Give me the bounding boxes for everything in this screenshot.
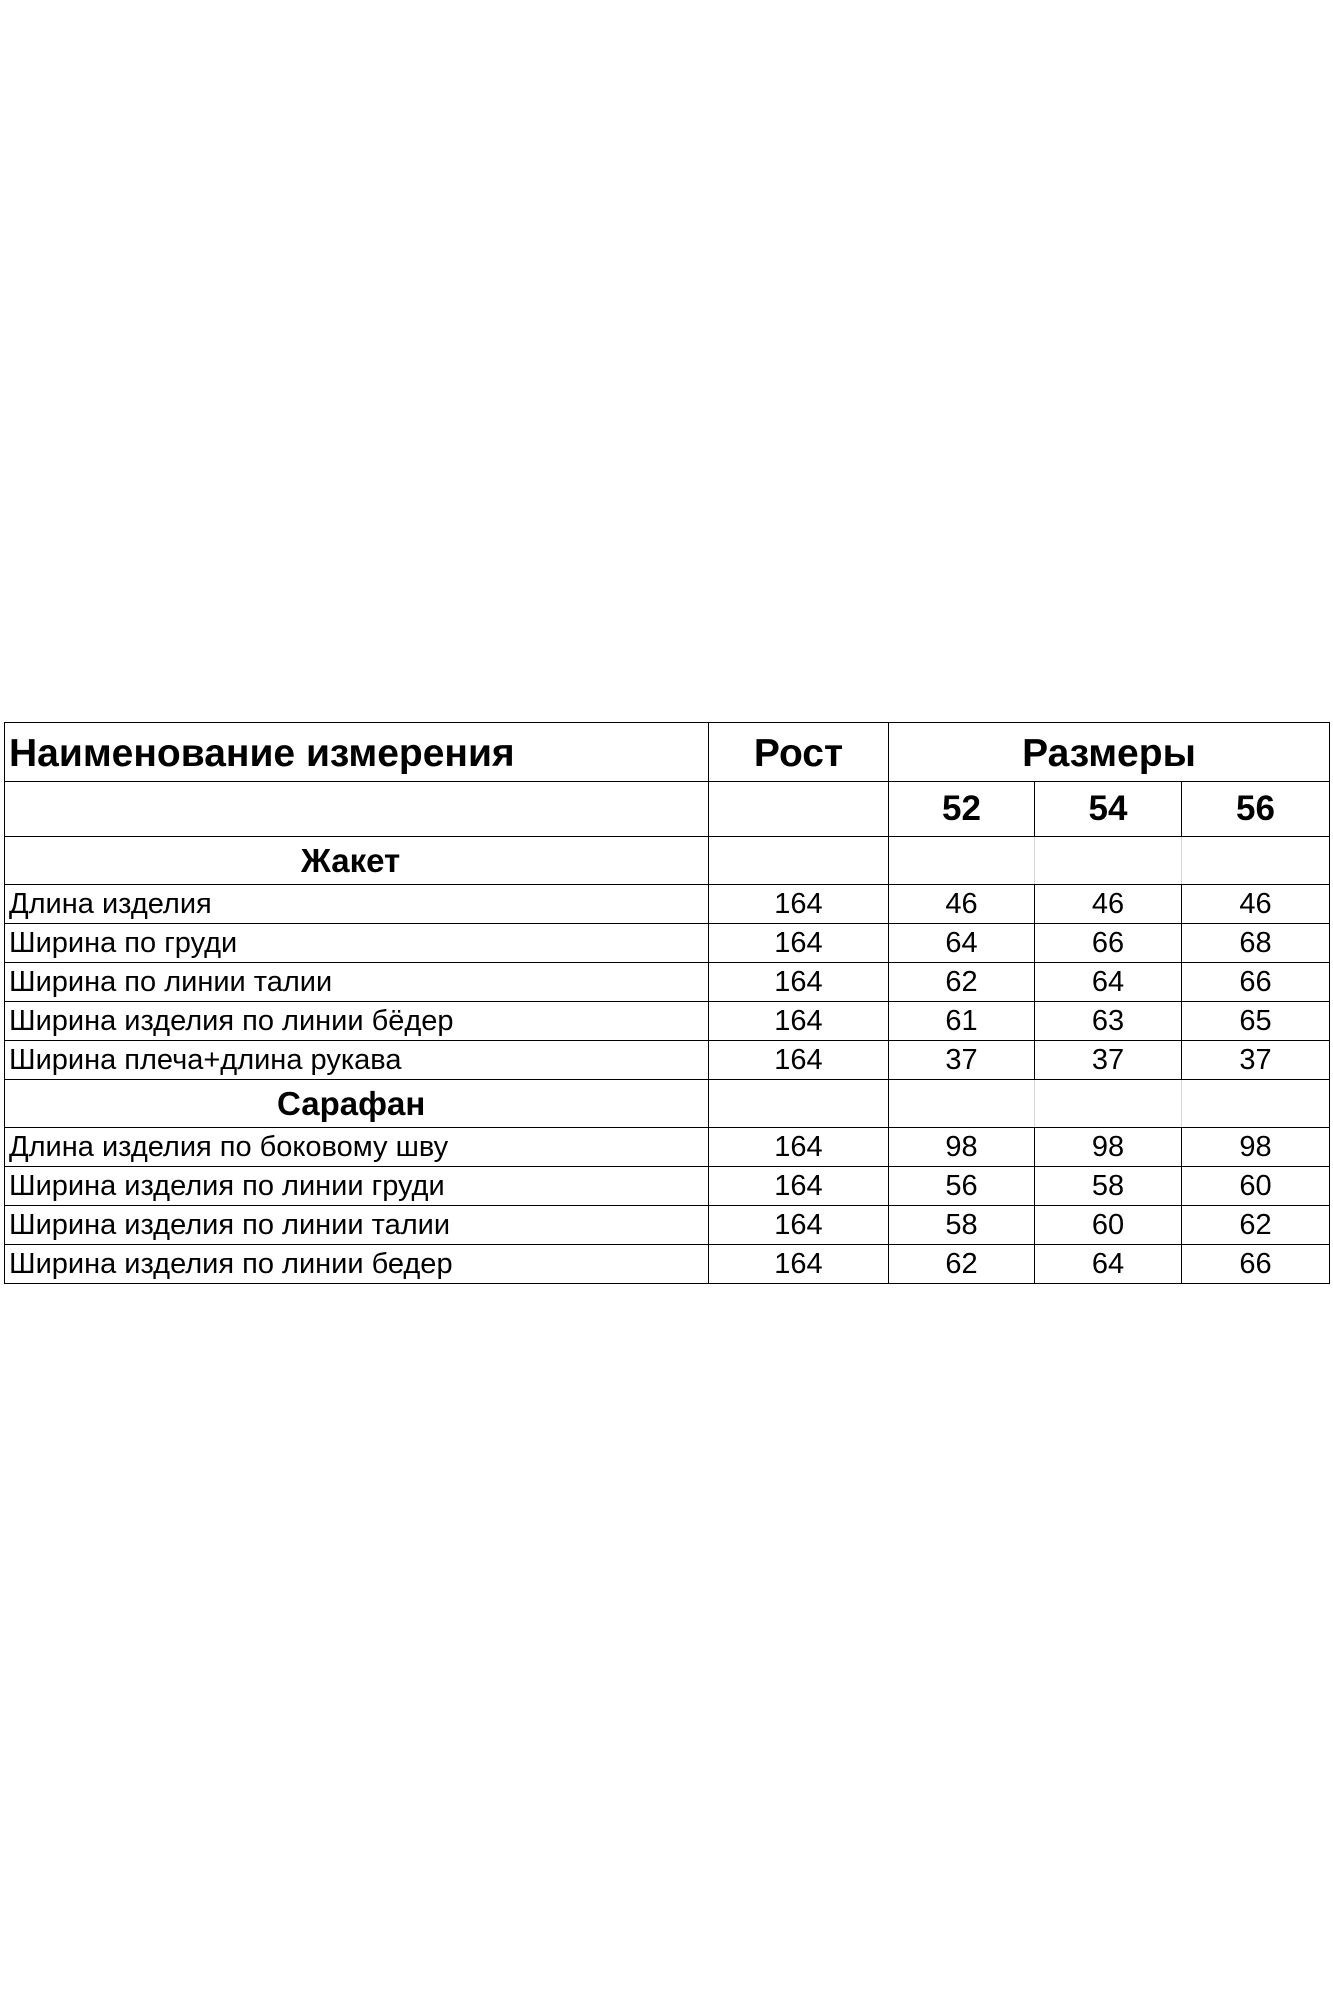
- table-row: [5, 924, 1330, 963]
- size-56-value: 46: [1182, 885, 1330, 924]
- section-empty-cell: [709, 1080, 889, 1128]
- size-56-value: 66: [1182, 1245, 1330, 1284]
- size-54-value: 60: [1035, 1206, 1182, 1245]
- size-54-value: 64: [1035, 1245, 1182, 1284]
- header-row: [5, 723, 1330, 782]
- size-56-value: 60: [1182, 1167, 1330, 1206]
- size-54-value: 58: [1035, 1167, 1182, 1206]
- sizes-header: Размеры: [889, 723, 1330, 782]
- height-value: 164: [709, 924, 889, 963]
- size-chart-table: [4, 722, 1330, 1284]
- measurement-name: Ширина плеча+длина рукава: [5, 1041, 709, 1080]
- height-value: 164: [709, 885, 889, 924]
- table-row: [5, 1128, 1330, 1167]
- height-value: 164: [709, 963, 889, 1002]
- section-title: Сарафан: [277, 1084, 426, 1122]
- size-52-value: 56: [889, 1167, 1035, 1206]
- section-empty-cell: [709, 837, 889, 885]
- size-52-value: 62: [889, 1245, 1035, 1284]
- section-empty-cell: [1182, 837, 1330, 885]
- height-value: 164: [709, 1128, 889, 1167]
- size-54-header: 54: [1035, 782, 1182, 837]
- size-52-value: 61: [889, 1002, 1035, 1041]
- table-row: [5, 1245, 1330, 1284]
- section-title-cell: [5, 837, 709, 885]
- measurement-name: Ширина изделия по линии бёдер: [5, 1002, 709, 1041]
- size-52-value: 46: [889, 885, 1035, 924]
- size-numbers-row: [5, 782, 1330, 837]
- size-52-value: 98: [889, 1128, 1035, 1167]
- section-title-cell: [5, 1080, 709, 1128]
- size-56-value: 62: [1182, 1206, 1330, 1245]
- size-54-value: 46: [1035, 885, 1182, 924]
- measurement-name: Ширина по линии талии: [5, 963, 709, 1002]
- section-row: [5, 1080, 1330, 1128]
- table-row: [5, 1002, 1330, 1041]
- table-row: [5, 1206, 1330, 1245]
- size-52-header: 52: [889, 782, 1035, 837]
- table-row: [5, 1041, 1330, 1080]
- section-empty-cell: [1182, 1080, 1330, 1128]
- section-title: Жакет: [301, 841, 401, 879]
- section-row: [5, 837, 1330, 885]
- section-empty-cell: [1035, 1080, 1182, 1128]
- size-56-value: 98: [1182, 1128, 1330, 1167]
- height-value: 164: [709, 1041, 889, 1080]
- height-header-spacer: [709, 782, 889, 837]
- measurement-name: Ширина изделия по линии груди: [5, 1167, 709, 1206]
- size-56-header: 56: [1182, 782, 1330, 837]
- size-56-value: 37: [1182, 1041, 1330, 1080]
- size-54-value: 66: [1035, 924, 1182, 963]
- table-row: [5, 1167, 1330, 1206]
- measurement-name: Ширина изделия по линии бедер: [5, 1245, 709, 1284]
- size-56-value: 65: [1182, 1002, 1330, 1041]
- size-56-value: 68: [1182, 924, 1330, 963]
- height-value: 164: [709, 1167, 889, 1206]
- size-54-value: 98: [1035, 1128, 1182, 1167]
- section-empty-cell: [1035, 837, 1182, 885]
- height-value: 164: [709, 1002, 889, 1041]
- size-56-value: 66: [1182, 963, 1330, 1002]
- size-52-value: 58: [889, 1206, 1035, 1245]
- height-value: 164: [709, 1245, 889, 1284]
- measurement-name: Длина изделия: [5, 885, 709, 924]
- measurement-name: Ширина по груди: [5, 924, 709, 963]
- size-52-value: 62: [889, 963, 1035, 1002]
- measurement-header-spacer: [5, 782, 709, 837]
- size-54-value: 63: [1035, 1002, 1182, 1041]
- measurement-name: Ширина изделия по линии талии: [5, 1206, 709, 1245]
- measurement-name: Длина изделия по боковому шву: [5, 1128, 709, 1167]
- size-52-value: 64: [889, 924, 1035, 963]
- size-54-value: 64: [1035, 963, 1182, 1002]
- table-row: [5, 885, 1330, 924]
- section-empty-cell: [889, 837, 1035, 885]
- section-empty-cell: [889, 1080, 1035, 1128]
- size-52-value: 37: [889, 1041, 1035, 1080]
- height-header: Рост: [709, 723, 889, 782]
- size-chart-body: [5, 723, 1330, 1284]
- height-value: 164: [709, 1206, 889, 1245]
- table-row: [5, 963, 1330, 1002]
- measurement-header: Наименование измерения: [5, 723, 709, 782]
- size-54-value: 37: [1035, 1041, 1182, 1080]
